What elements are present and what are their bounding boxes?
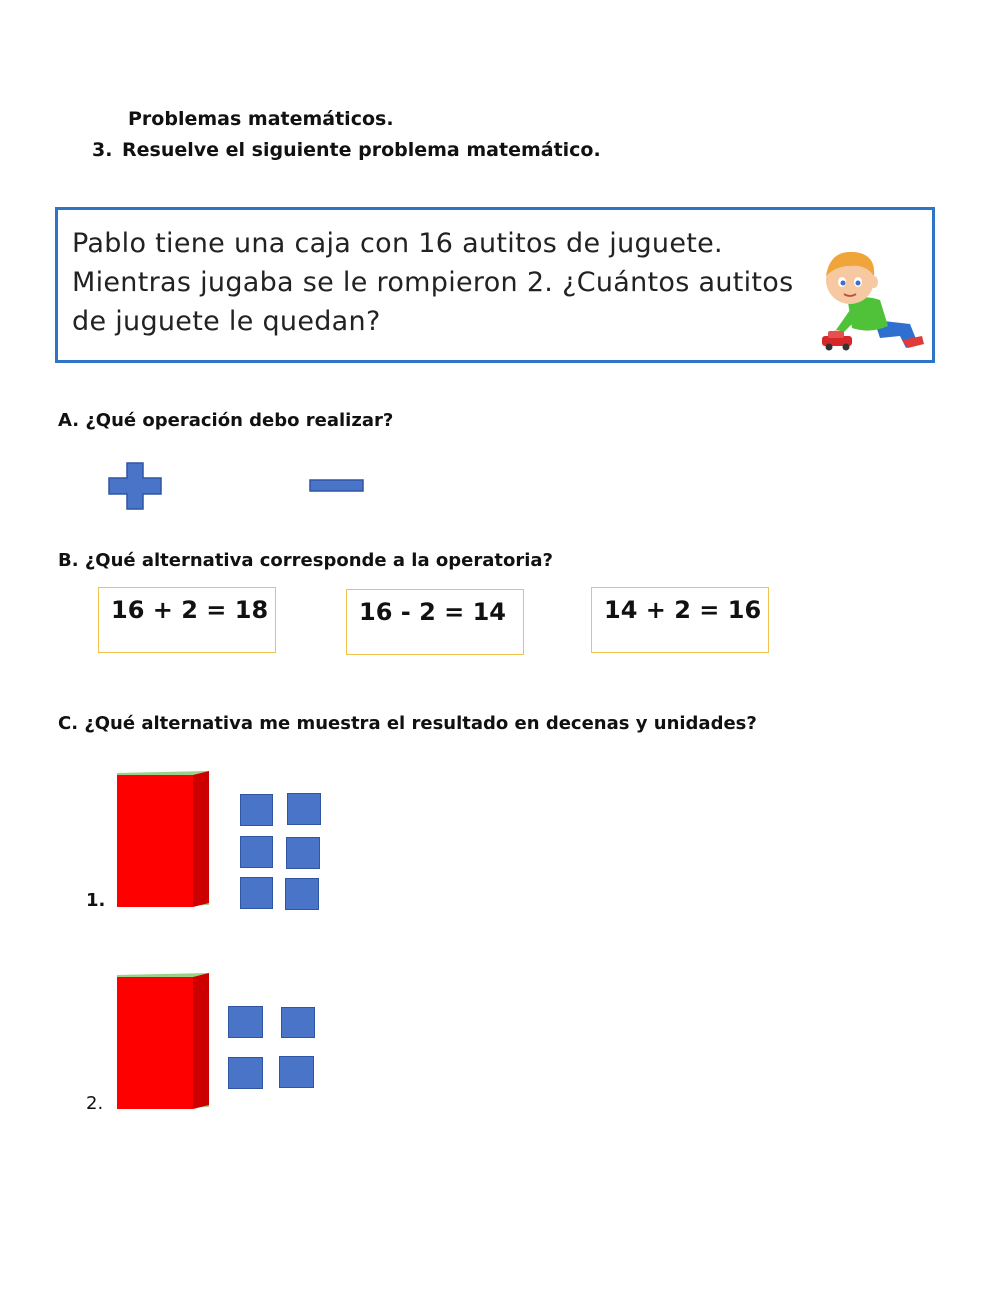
question-a-label: A. ¿Qué operación debo realizar?: [58, 410, 394, 431]
option-c1-label: 1.: [86, 890, 106, 911]
minus-icon[interactable]: [309, 478, 365, 494]
problem-box: [55, 207, 935, 363]
unit-block: [286, 837, 320, 869]
plus-icon[interactable]: [108, 462, 162, 510]
question-c-label: C. ¿Qué alternativa me muestra el resultado en decenas y unidades?: [58, 713, 757, 734]
boy-playing-illustration: [810, 240, 928, 358]
instruction-text: Resuelve el siguiente problema matemático.: [122, 139, 601, 161]
option-c2-label: 2.: [86, 1093, 104, 1114]
unit-block: [228, 1006, 263, 1038]
unit-block: [240, 877, 273, 909]
unit-block: [287, 793, 321, 825]
unit-block: [240, 794, 273, 826]
option-b1[interactable]: 16 + 2 = 18: [98, 587, 276, 653]
unit-block: [281, 1007, 315, 1038]
tens-rod-2: [115, 971, 211, 1111]
option-b3[interactable]: 14 + 2 = 16: [591, 587, 769, 653]
instruction-number: 3.: [92, 139, 113, 161]
unit-block: [285, 878, 319, 910]
worksheet-title: Problemas matemáticos.: [128, 108, 394, 130]
instruction: [92, 139, 601, 161]
option-b2[interactable]: 16 - 2 = 14: [346, 589, 524, 655]
question-b-label: B. ¿Qué alternativa corresponde a la operatoria?: [58, 550, 553, 571]
tens-rod-1: [115, 769, 211, 909]
problem-text: Pablo tiene una caja con 16 autitos de juguete. Mientras jugaba se le rompieron 2. ¿Cuántos autitos de juguete le quedan?: [72, 228, 794, 337]
unit-block: [228, 1057, 263, 1089]
unit-block: [240, 836, 273, 868]
unit-block: [279, 1056, 314, 1088]
